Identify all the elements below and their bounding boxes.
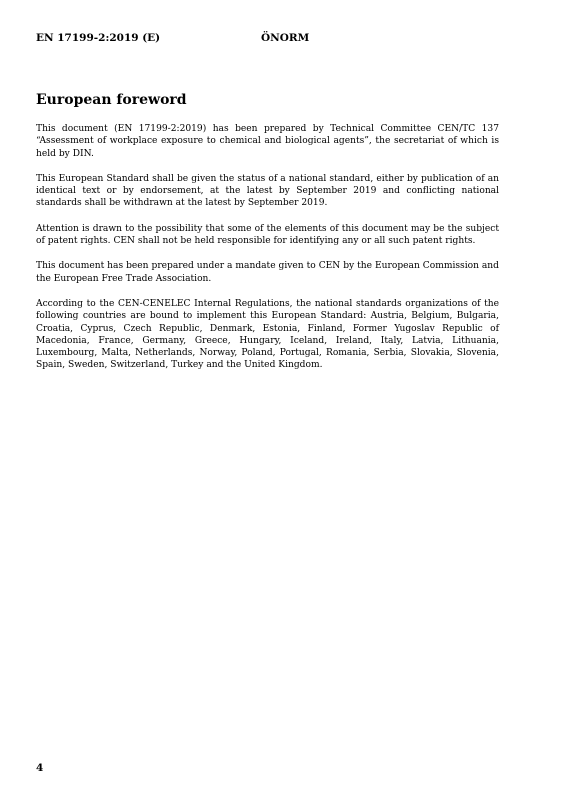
page-number: 4	[36, 762, 44, 774]
paragraph-mandate: This document has been prepared under a mandate given to CEN by the European Commission and the European Free Trade Association.	[36, 261, 499, 284]
document-id: EN 17199-2:2019 (E)	[36, 32, 161, 44]
paragraph-patent-rights: Attention is drawn to the possibility that some of the elements of this document may be the subject of patent rights. CEN shall not be held responsible for identifying any or all such patent rights.	[36, 223, 499, 247]
paragraph-preparation: This document (EN 17199-2:2019) has been prepared by Technical Committee CEN/TC 137 “Assessment of workplace exposure to chemical and biological agents”, the secretariat of which is held by DIN.	[36, 124, 499, 159]
publisher-name: ÖNORM	[261, 32, 310, 44]
paragraph-countries: According to the CEN-CENELEC Internal Regulations, the national standards organizations of the following countries are bound to implement this European Standard: Austria, Belgium, Bulgaria, Croatia, Cyprus, Czech Republic, Denmark, Estonia, Finland, Former Yugoslav Republic of Macedonia, France, Germany, Greece, Hungary, Iceland, Ireland, Italy, Latvia, Lithuania, Luxembourg, Malta, Netherlands, Norway, Poland, Portugal, Romania, Serbia, Slovakia, Slovenia, Spain, Sweden, Switzerland, Turkey and the United Kingdom.	[36, 298, 499, 371]
section-title: European foreword	[36, 92, 187, 108]
paragraph-status: This European Standard shall be given the status of a national standard, either by publication of an identical text or by endorsement, at the latest by September 2019 and conflicting national standards shall be withdrawn at the latest by September 2019.	[36, 173, 499, 209]
foreword-body	[36, 123, 499, 385]
